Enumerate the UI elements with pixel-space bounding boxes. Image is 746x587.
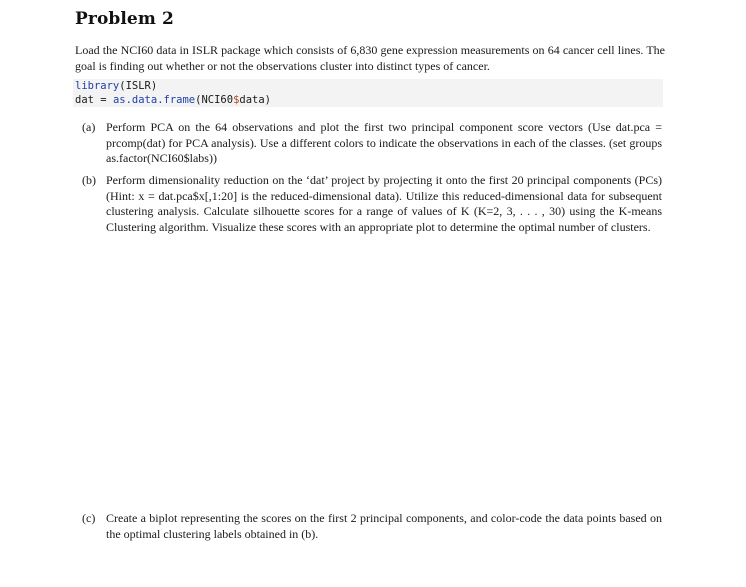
code-library-arg: (ISLR) bbox=[119, 80, 158, 92]
code-block bbox=[73, 79, 663, 107]
task-label-c: (c) bbox=[82, 511, 96, 525]
code-library-call: library bbox=[75, 80, 120, 92]
task-item-b bbox=[82, 173, 662, 235]
task-text-c: Create a biplot representing the scores on the first 2 principal components, and color-code the data points based on the optimal clustering labels obtained in (b). bbox=[106, 511, 662, 541]
task-label-a: (a) bbox=[82, 120, 96, 134]
code-dataframe-call: as.data.frame bbox=[112, 94, 196, 106]
task-text-a: Perform PCA on the 64 observations and plot the first two principal component score vectors (Use dat.pca = prcomp(dat) for PCA analysis). Use a different colors to indicate the observations in each of the classes. (set groups as.factor(NCI60$labs)) bbox=[106, 120, 662, 166]
task-text-b: Perform dimensionality reduction on the ‘dat’ project by projecting it onto the first 20 principal components (PCs) (Hint: x = dat.pca$x[,1:20] is the reduced-dimensional data). Utilize this reduced-dimensional data for subsequent clustering analysis. Calculate silhouette scores for a range of values of K (K=2, 3, . . . , 30) using the K-means Clustering algorithm. Visualize these scores with an appropriate plot to determine the optimal number of clusters. bbox=[106, 173, 662, 234]
code-line-1 bbox=[75, 79, 663, 93]
code-dollar-operator: $ bbox=[233, 94, 240, 106]
problem-intro: Load the NCI60 data in ISLR package which consists of 6,830 gene expression measurements on 64 cancer cell lines. The goal is finding out whether or not the observations cluster into distinct types of cancer. bbox=[75, 43, 665, 73]
code-line-2 bbox=[75, 93, 663, 107]
task-item-c bbox=[82, 511, 662, 542]
problem-title: Problem 2 bbox=[75, 9, 174, 29]
task-label-b: (b) bbox=[82, 173, 96, 187]
code-assign-var: dat = bbox=[75, 94, 113, 106]
code-dataframe-rest: data) bbox=[239, 94, 271, 106]
code-dataframe-open: (NCI60 bbox=[195, 94, 234, 106]
task-item-a bbox=[82, 120, 662, 167]
